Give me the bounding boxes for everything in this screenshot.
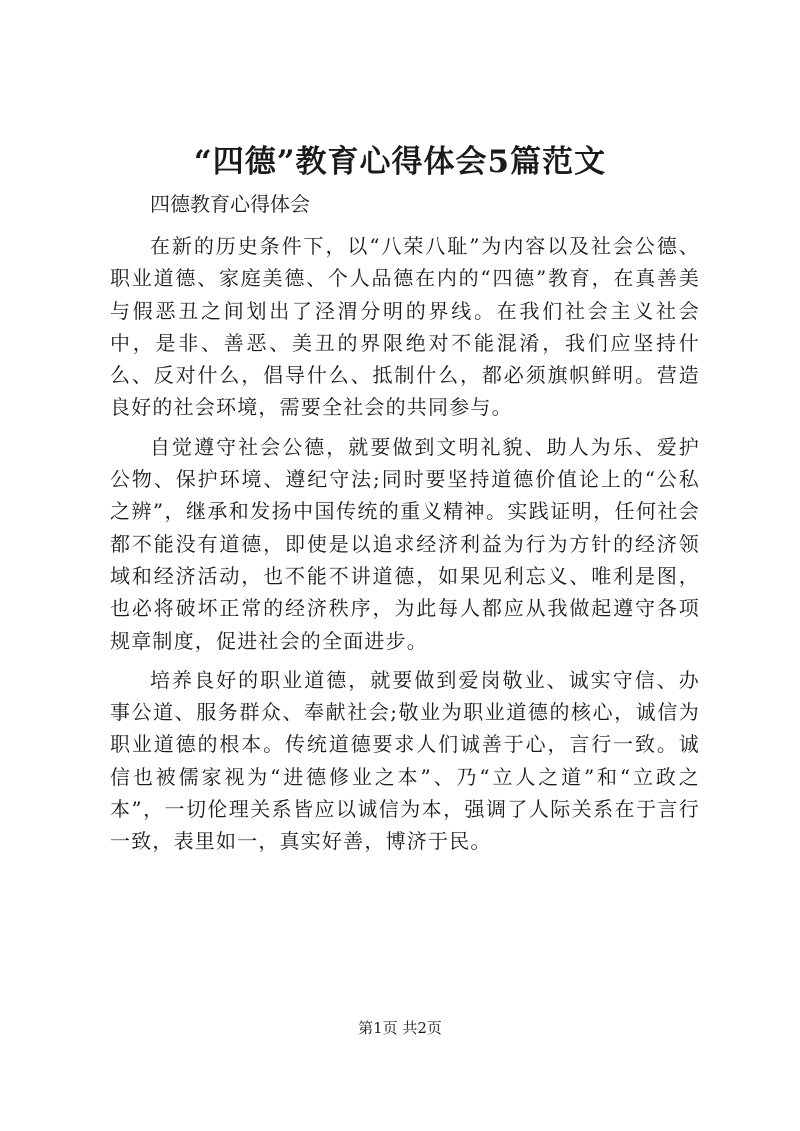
- paragraph-3: 培养良好的职业道德，就要做到爱岗敬业、诚实守信、办事公道、服务群众、奉献社会;敬业为职业道德的核心，诚信为职业道德的根本。传统道德要求人们诚善于心，言行一致。诚信也被儒家视为“进德修业之本”、乃“立人之道”和“立政之本”，一切伦理关系皆应以诚信为本，强调了人际关系在于言行一致，表里如一，真实好善，博济于民。: [110, 667, 700, 854]
- document-body: [110, 230, 700, 858]
- page-title: “四德”教育心得体会5篇范文: [193, 144, 607, 180]
- page-footer: 第1页 共2页: [358, 1019, 442, 1037]
- document-subtitle: 四德教育心得体会: [150, 192, 310, 216]
- paragraph-2: 自觉遵守社会公德，就要做到文明礼貌、助人为乐、爱护公物、保护环境、遵纪守法;同时要坚持道德价值论上的“公私之辨”，继承和发扬中国传统的重义精神。实践证明，任何社会都不能没有道德，即使是以追求经济利益为行为方针的经济领域和经济活动，也不能不讲道德，如果见利忘义、唯利是图，也必将破坏正常的经济秩序，为此每人都应从我做起遵守各项规章制度，促进社会的全面进步。: [110, 434, 700, 653]
- paragraph-1: 在新的历史条件下，以“八荣八耻”为内容以及社会公德、职业道德、家庭美德、个人品德在内的“四德”教育，在真善美与假恶丑之间划出了泾渭分明的界线。在我们社会主义社会中，是非、善恶、美丑的界限绝对不能混淆，我们应坚持什么、反对什么，倡导什么、抵制什么，都必须旗帜鲜明。营造良好的社会环境，需要全社会的共同参与。: [110, 234, 700, 420]
